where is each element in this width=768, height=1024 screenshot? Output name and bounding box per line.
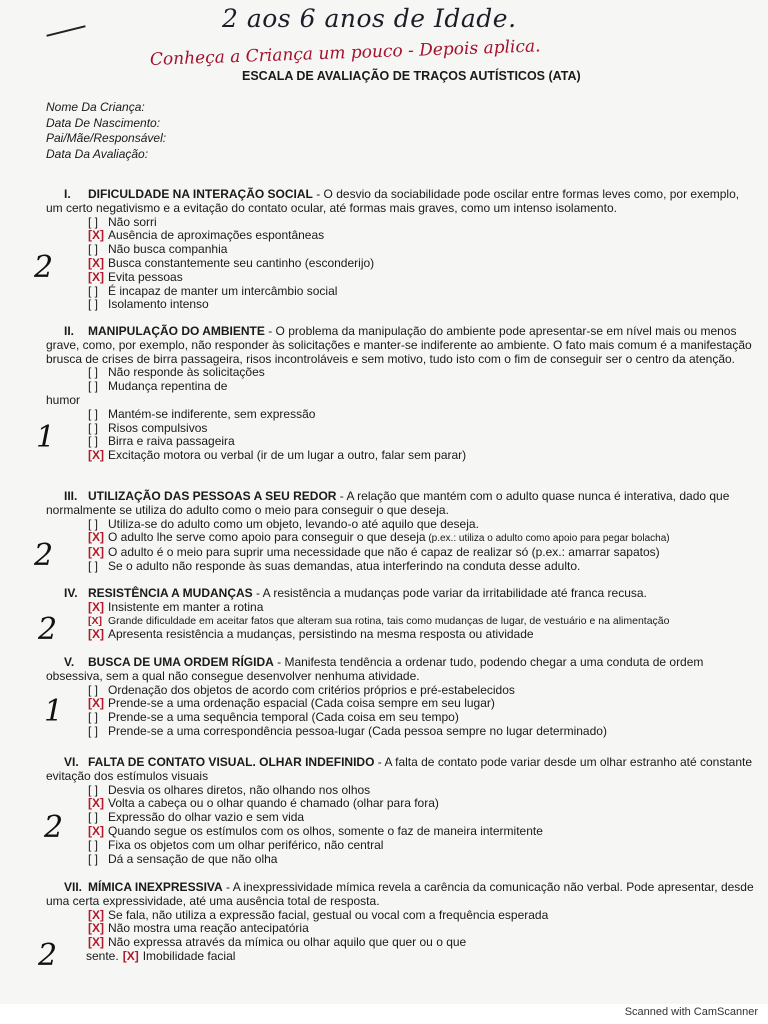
checklist-item[interactable] [88,711,756,725]
checklist-item[interactable] [123,949,236,963]
section-description [46,656,756,684]
section-heading: FALTA DE CONTATO VISUAL. OLHAR INDEFINIDO [88,755,375,769]
checked-box[interactable]: [X] [88,796,104,811]
field-birth-date: Data De Nascimento: [46,115,161,130]
checklist-item[interactable] [88,725,756,739]
field-evaluation-date: Data Da Avaliação: [46,146,149,161]
item-label: Mudança repentina de [108,379,228,394]
item-label: Excitação motora ou verbal (ir de um lugar a outro, falar sem parar) [108,448,467,463]
section-desc-text: - O problema da manipulação do ambiente pode apresentar-se em nível mais ou menos grave, como, por exemplo, não responder às solicitações e manter-se indiferente ao ambiente. O fato mais comum é a manifestação brusca de crises de birra passageira, risos incontroláveis e sem motivo, tudo isto com o fim de conseguir ser o centro da atenção. [46,324,752,366]
field-child-name: Nome Da Criança: [46,100,145,114]
handwritten-score: 2 [38,938,58,973]
checked-box[interactable]: [X] [88,448,104,463]
item-label: Ordenação dos objetos de acordo com critérios próprios e pré-estabelecidos [108,682,515,697]
section-5 [46,656,756,739]
checklist-item[interactable] [88,449,756,463]
empty-box[interactable]: [ ] [88,782,99,797]
handwritten-instruction-note: Conheça a Criança um pouco - Depois aplica. [149,36,541,70]
checklist-item[interactable] [88,422,756,436]
section-number: VII. [64,880,83,894]
checked-box[interactable]: [X] [88,545,104,560]
item-label: O adulto é o meio para suprir uma necessidade que não é capaz de realizar só (p.ex.: amarrar sapatos) [108,545,660,560]
section-heading: RESISTÊNCIA A MUDANÇAS [88,586,253,600]
checked-box[interactable]: [X] [88,269,104,284]
item-note: (p.ex.: utiliza o adulto como apoio para pegar bolacha) [425,533,670,545]
section-heading: DIFICULDADE NA INTERAÇÃO SOCIAL [88,187,313,201]
checklist-item[interactable] [88,628,756,642]
checked-box[interactable]: [X] [88,907,104,922]
handwritten-score: 2 [38,612,58,647]
checklist-item[interactable] [88,435,756,449]
checked-box[interactable]: [X] [88,614,102,627]
section-7 [46,881,756,964]
empty-box[interactable]: [ ] [88,810,99,825]
section-description [46,325,756,366]
section-heading: UTILIZAÇÃO DAS PESSOAS A SEU REDOR [88,489,337,503]
item-label: Não mostra uma reação antecipatória [108,921,309,936]
checklist-item[interactable] [88,257,756,271]
checked-box[interactable]: [X] [88,530,104,545]
section-desc-text: - Manifesta tendência a ordenar tudo, podendo chegar a uma conduta de ordem obsessiva, sem a qual não consegue desenvolver nenhuma atividade. [46,655,704,683]
checklist-item[interactable] [88,408,756,422]
item-label: Não responde às solicitações [108,365,265,380]
section-1 [46,188,756,312]
item-label: Não busca companhia [108,242,228,257]
empty-box[interactable]: [ ] [88,283,99,298]
checklist [88,216,756,313]
empty-box[interactable]: [ ] [88,214,99,229]
section-description [46,188,756,216]
empty-box[interactable]: [ ] [88,406,99,421]
checklist-item[interactable] [88,298,756,312]
section-number: VI. [64,755,79,769]
checklist-item[interactable] [88,615,756,629]
section-desc-text: - A inexpressividade mímica revela a carência da comunicação não verbal. Pode apresentar, desde uma certa expressividade, até uma ausência total de resposta. [46,880,754,908]
item-label: Utiliza-se do adulto como um objeto, levando-o até aquilo que deseja. [108,516,479,531]
form-fields [46,100,166,162]
checklist-item[interactable] [88,601,756,615]
section-heading: MANIPULAÇÃO DO AMBIENTE [88,324,265,338]
checklist-item[interactable] [88,697,756,711]
item-label: Fixa os objetos com um olhar periférico, não central [108,837,384,852]
empty-box[interactable]: [ ] [88,297,99,312]
checklist-item[interactable] [88,922,756,936]
checklist [88,518,756,574]
handwritten-score: 1 [44,694,64,729]
document-title: ESCALA DE AVALIAÇÃO DE TRAÇOS AUTÍSTICOS (ATA) [242,69,581,83]
section-6 [46,756,756,866]
item-label: Birra e raiva passageira [108,434,235,449]
wrapped-word: humor [46,392,81,407]
checklist-item[interactable] [88,839,756,853]
section-3 [46,490,756,574]
checked-box[interactable]: [X] [88,823,104,838]
section-desc-text: - O desvio da sociabilidade pode oscilar entre formas leves como, por exemplo, um certo negativismo e a evitação do contato ocular, até formas mais graves, como um intenso isolamento. [46,187,740,215]
section-4 [46,587,756,642]
checked-box[interactable]: [X] [122,948,139,963]
section-desc-text: - A resistência a mudanças pode variar da irritabilidade até franca recusa. [252,586,647,600]
checklist-item[interactable] [88,216,756,230]
item-label: Volta a cabeça ou o olhar quando é chamado (olhar para fora) [108,796,439,811]
checklist-item[interactable] [88,546,756,560]
checked-box[interactable]: [X] [88,935,104,950]
item-label: Não sorri [108,214,157,229]
checklist-item[interactable] [88,936,756,950]
empty-box[interactable]: [ ] [88,434,99,449]
item-label: É incapaz de manter um intercâmbio social [108,283,338,298]
item-label: Prende-se a uma ordenação espacial (Cada coisa sempre em seu lugar) [108,696,495,711]
handwritten-score: 1 [36,420,56,455]
empty-box[interactable]: [ ] [88,516,99,531]
checklist-item[interactable] [88,560,756,574]
checklist [88,684,756,739]
empty-box[interactable]: [ ] [88,837,99,852]
item-label: Se fala, não utiliza a expressão facial, gestual ou vocal com a frequência esperada [108,907,549,922]
checklist-item[interactable] [88,684,756,698]
item-label: Desvia os olhares diretos, não olhando nos olhos [108,782,371,797]
checked-box[interactable]: [X] [88,228,104,243]
checklist-item[interactable] [88,909,756,923]
checked-box[interactable]: [X] [88,599,104,614]
empty-box[interactable]: [ ] [88,723,99,738]
item-label: Insistente em manter a rotina [108,599,264,614]
checklist-item[interactable] [88,271,756,285]
checked-box[interactable]: [X] [88,627,104,642]
checklist-item[interactable] [88,380,756,394]
section-description [46,756,756,784]
checklist-item[interactable] [88,366,756,380]
item-label: Grande dificuldade em aceitar fatos que alteram sua rotina, tais como mudanças de lugar, de vestuário e na alimentação [108,614,670,627]
item-label: Busca constantemente seu cantinho (esconderijo) [108,255,375,270]
handwritten-age-note: 2 aos 6 anos de Idade. [222,4,517,33]
empty-box[interactable]: [ ] [88,851,99,866]
checklist-item[interactable] [88,825,756,839]
pen-stroke [46,25,85,37]
section-number: II. [64,324,75,338]
checklist-item[interactable] [88,811,756,825]
checklist-item[interactable] [88,518,756,532]
item-label: Prende-se a uma sequência temporal (Cada coisa em seu tempo) [108,710,459,725]
item-label: Dá a sensação de que não olha [108,851,278,866]
empty-box[interactable]: [ ] [88,379,99,394]
empty-box[interactable]: [ ] [88,558,99,573]
checklist-item[interactable] [88,243,756,257]
item-label: Isolamento intenso [108,297,209,312]
item-label: Mantém-se indiferente, sem expressão [108,406,316,421]
section-number: V. [64,655,75,669]
item-label: Expressão do olhar vazio e sem vida [108,810,305,825]
handwritten-score: 2 [34,538,54,573]
empty-box[interactable]: [ ] [88,365,99,380]
field-guardian: Pai/Mãe/Responsável: [46,131,167,145]
tail-prefix: sente. [86,948,119,963]
handwritten-score: 2 [34,250,54,285]
checked-box[interactable]: [X] [88,696,104,711]
checked-box[interactable]: [X] [88,255,104,270]
section-heading: BUSCA DE UMA ORDEM RÍGIDA [88,655,274,669]
section-number: III. [64,489,78,503]
tail-line [86,950,756,964]
item-label: Quando segue os estímulos com os olhos, somente o faz de maneira intermitente [108,823,543,838]
section-description [46,587,756,601]
checklist [88,601,756,642]
checklist-item[interactable] [88,784,756,798]
checklist-item[interactable] [88,531,756,546]
item-label: Imobilidade facial [142,948,236,963]
section-desc-text: - A falta de contato pode variar desde um olhar estranho até constante evitação dos estímulos visuais [46,755,753,783]
item-label: Risos compulsivos [108,420,208,435]
item-label: Não expressa através da mímica ou olhar aquilo que quer ou o que [108,935,467,950]
section-desc-text: - A relação que mantém com o adulto quase nunca é interativa, dado que normalmente se utiliza do adulto como o meio para conseguir o que deseja. [46,489,730,517]
checked-box[interactable]: [X] [88,921,104,936]
item-label: Se o adulto não responde às suas demandas, atua interferindo na conduta desse adulto. [108,558,581,573]
empty-box[interactable]: [ ] [88,682,99,697]
section-2 [46,325,756,463]
section-heading: MÍMICA INEXPRESSIVA [88,880,223,894]
checklist [88,909,756,950]
handwritten-score: 2 [44,810,64,845]
item-label: Evita pessoas [108,269,183,284]
checklist-item[interactable] [88,229,756,243]
empty-box[interactable]: [ ] [88,242,99,257]
item-label: O adulto lhe serve como apoio para conseguir o que deseja [108,530,426,545]
empty-box[interactable]: [ ] [88,420,99,435]
section-number: I. [64,187,71,201]
item-label: Ausência de aproximações espontâneas [108,228,325,243]
checklist [88,784,756,867]
item-label: Prende-se a uma correspondência pessoa-lugar (Cada pessoa sempre no lugar determinado) [108,723,607,738]
scanner-watermark: Scanned with CamScanner [624,1006,758,1018]
checklist-item[interactable] [88,853,756,867]
section-description [46,490,756,518]
item-label: Apresenta resistência a mudanças, persistindo na mesma resposta ou atividade [108,627,534,642]
section-description [46,881,756,909]
empty-box[interactable]: [ ] [88,710,99,725]
checklist-item[interactable] [88,285,756,299]
section-number: IV. [64,586,78,600]
checklist-item[interactable] [88,797,756,811]
checklist [46,365,756,463]
